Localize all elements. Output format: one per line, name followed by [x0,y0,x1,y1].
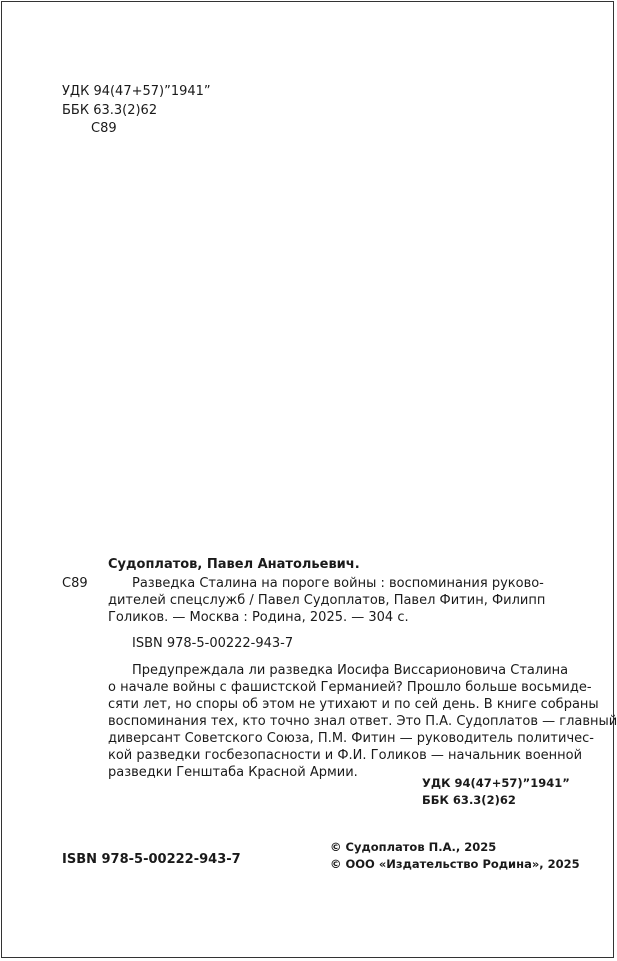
catalog-udk: УДК 94(47+57)”1941” [422,776,570,790]
abstract-line: Предупреждала ли разведка Иосифа Виссарионовича Сталина [132,663,569,678]
abstract-line: диверсант Советского Союза, П.М. Фитин — руководитель политичес- [108,731,594,746]
abstract-line: о начале войны с фашистской Германией? Прошло больше восьмиде- [108,680,592,695]
copyright-author: © Судоплатов П.А., 2025 [330,840,497,854]
catalog-title-line: дителей спецслужб / Павел Судоплатов, Павел Фитин, Филипп [108,593,546,608]
copyright-publisher: © ООО «Издательство Родина», 2025 [330,857,580,871]
abstract-line: кой разведки госбезопасности и Ф.И. Голиков — начальник военной [108,748,583,763]
header-bbk: ББК 63.3(2)62 [62,103,158,118]
abstract-line: разведки Генштаба Красной Армии. [108,765,358,780]
page-border [1,1,617,958]
abstract-line: воспоминания тех, кто точно знал ответ. Это П.А. Судоплатов — главный [108,714,617,729]
catalog-abstract [108,662,617,781]
header-udk: УДК 94(47+57)”1941” [62,84,211,99]
catalog-bbk: ББК 63.3(2)62 [422,793,516,807]
catalog-author-code: С89 [62,576,88,591]
catalog-title-line: Голиков. — Москва : Родина, 2025. — 304 с. [108,610,409,625]
header-author-code: С89 [91,121,117,136]
catalog-title-line: Разведка Сталина на пороге войны : воспоминания руково- [132,576,544,591]
catalog-author: Судоплатов, Павел Анатольевич. [108,557,360,572]
catalog-title-block [108,575,546,626]
abstract-line: сяти лет, но споры об этом не утихают и по сей день. В книге собраны [108,697,599,712]
footer-isbn: ISBN 978-5-00222-943-7 [62,852,241,867]
catalog-isbn: ISBN 978-5-00222-943-7 [132,636,294,651]
